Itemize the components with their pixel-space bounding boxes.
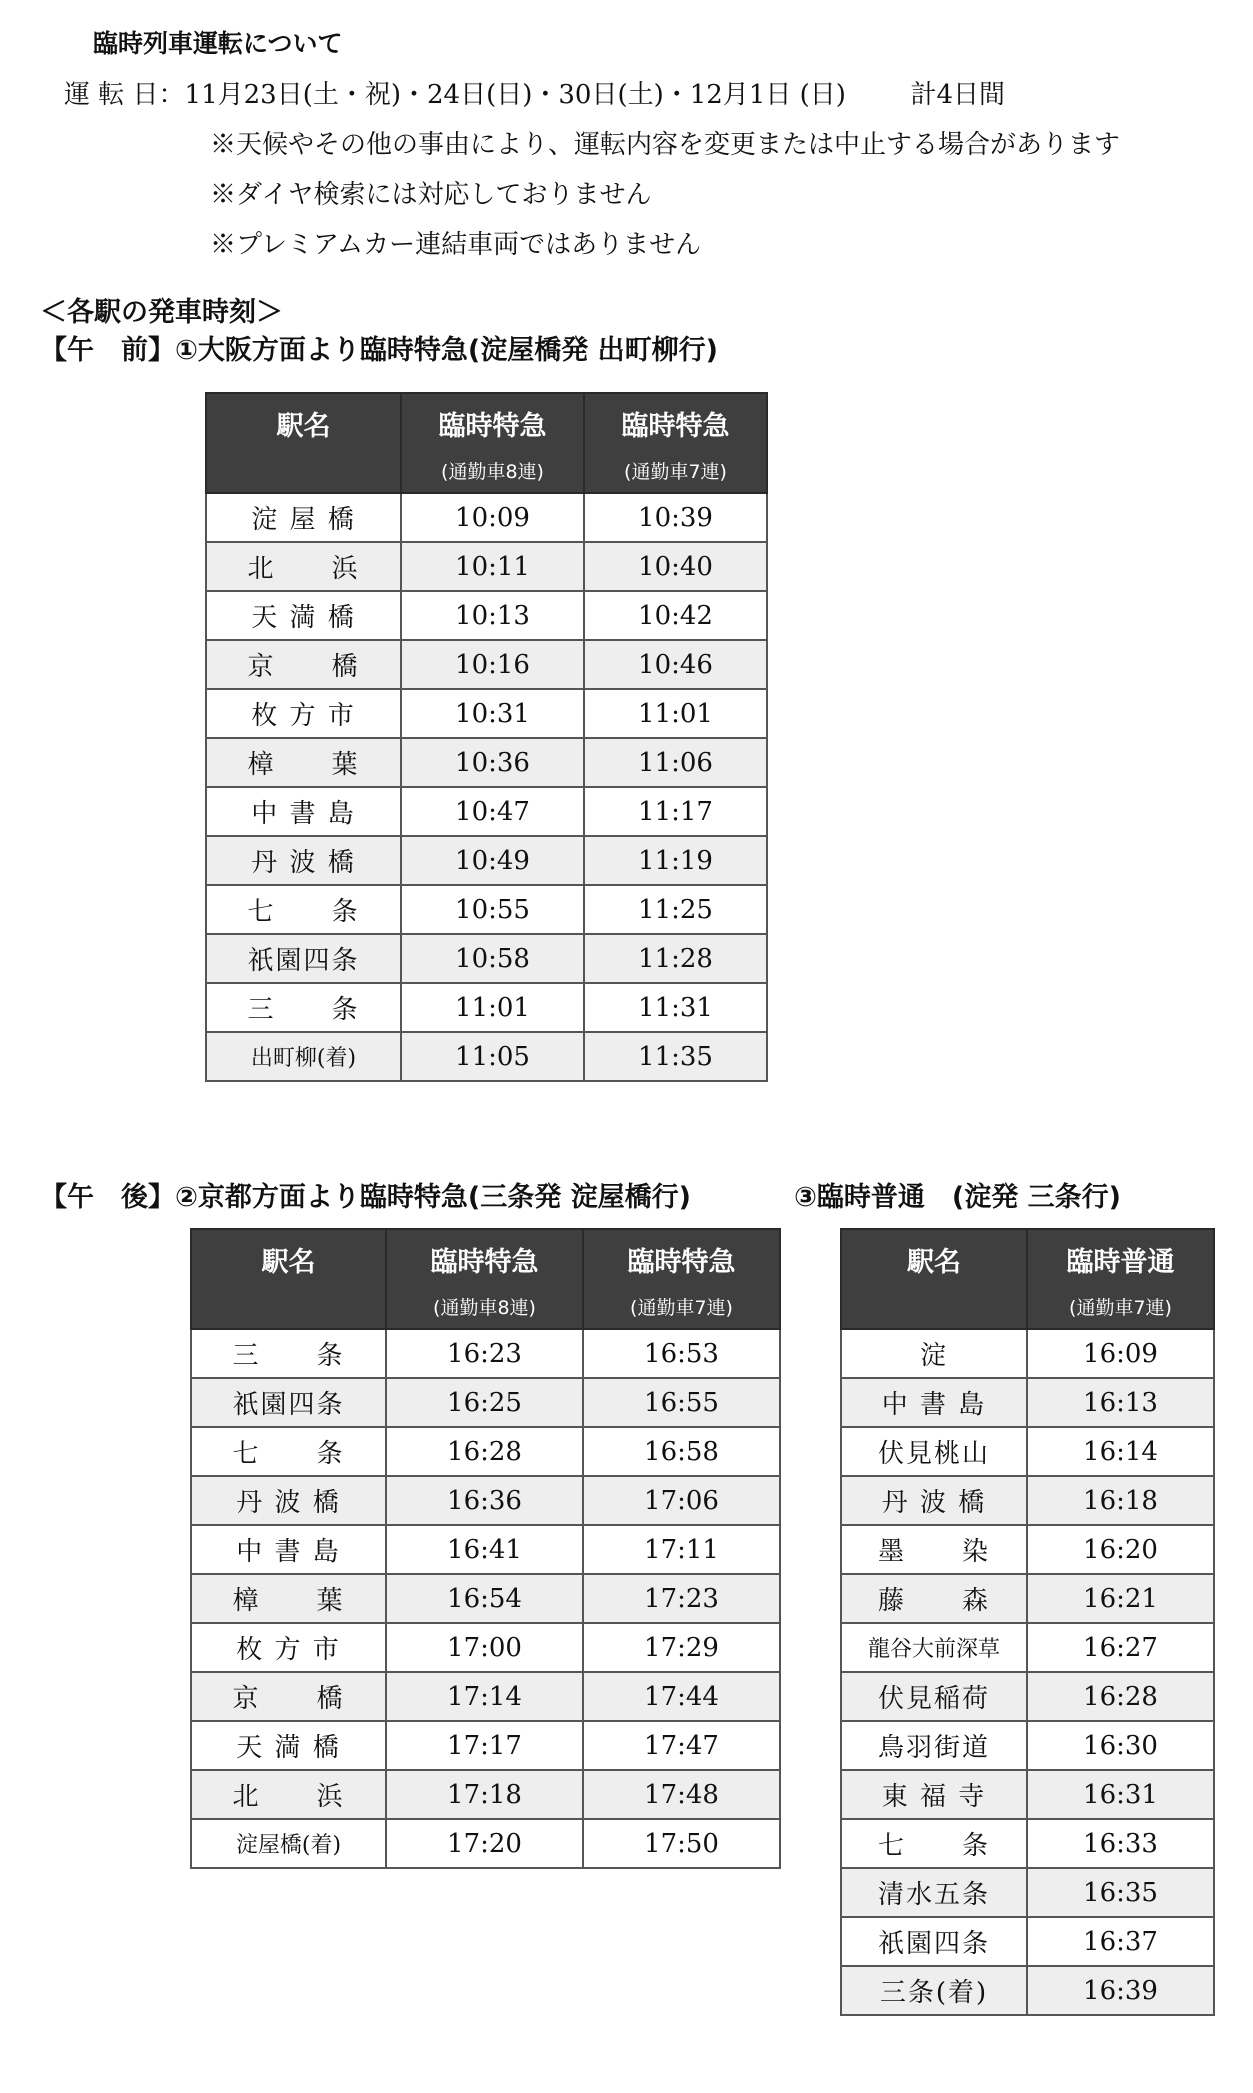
operation-days-line [64,74,1005,111]
table-row [841,1476,1214,1525]
station-name: 伏見桃山 [841,1427,1027,1476]
station-name: 丹 波 橋 [841,1476,1027,1525]
note-3: ※プレミアムカー連結車両ではありません [210,230,702,260]
station-name: 七 条 [191,1427,386,1476]
station-name: 三 条 [191,1329,386,1378]
departure-time: 11:28 [584,934,767,983]
table-row [841,1770,1214,1819]
station-name: 祇園四条 [191,1378,386,1427]
departure-time: 17:47 [583,1721,780,1770]
departure-time: 11:06 [584,738,767,787]
departure-time: 16:20 [1027,1525,1214,1574]
station-name: 丹 波 橋 [191,1476,386,1525]
table-row [191,1574,780,1623]
col-header-express-8: 臨時特急 (通勤車8連) [401,393,584,493]
table-row [206,640,767,689]
departure-time: 16:23 [386,1329,583,1378]
departure-time: 17:06 [583,1476,780,1525]
departure-time: 11:05 [401,1032,584,1081]
departure-time: 17:11 [583,1525,780,1574]
station-name: 丹 波 橋 [206,836,401,885]
col-header-local: 臨時普通 (通勤車7連) [1027,1229,1214,1329]
departure-time: 10:13 [401,591,584,640]
table-row [206,1032,767,1081]
col-header-station: 駅名 [191,1229,386,1329]
departure-time: 10:39 [584,493,767,542]
station-name: 京 橋 [191,1672,386,1721]
table-row [191,1378,780,1427]
station-name: 祇園四条 [206,934,401,983]
departure-time: 16:58 [583,1427,780,1476]
station-name: 天 満 橋 [191,1721,386,1770]
departure-time: 10:49 [401,836,584,885]
table-row [841,1868,1214,1917]
local-heading: ③臨時普通 (淀発 三条行) [794,1182,1121,1213]
departure-time: 10:09 [401,493,584,542]
col-header-express-8: 臨時特急 (通勤車8連) [386,1229,583,1329]
departure-time: 16:31 [1027,1770,1214,1819]
departure-time: 16:33 [1027,1819,1214,1868]
morning-heading: 【午 前】①大阪方面より臨時特急(淀屋橋発 出町柳行) [40,335,718,366]
station-name: 天 満 橋 [206,591,401,640]
afternoon-timetable [190,1228,781,1869]
morning-timetable [205,392,768,1082]
col-header-station: 駅名 [841,1229,1027,1329]
table-row [841,1966,1214,2015]
station-name: 淀 屋 橋 [206,493,401,542]
station-name: 中 書 島 [841,1378,1027,1427]
departure-time: 17:44 [583,1672,780,1721]
table-row [191,1623,780,1672]
departure-time: 11:01 [401,983,584,1032]
local-header-row [841,1229,1214,1329]
table-row [841,1623,1214,1672]
departure-time: 16:55 [583,1378,780,1427]
table-row [191,1721,780,1770]
table-row [841,1427,1214,1476]
col-header-express-7: 臨時特急 (通勤車7連) [583,1229,780,1329]
departure-time: 16:18 [1027,1476,1214,1525]
station-name: 樟 葉 [206,738,401,787]
table-row [206,787,767,836]
departure-time: 10:58 [401,934,584,983]
departure-time: 16:28 [1027,1672,1214,1721]
station-name: 樟 葉 [191,1574,386,1623]
table-row [841,1329,1214,1378]
table-row [841,1721,1214,1770]
departure-time: 17:00 [386,1623,583,1672]
table-row [841,1574,1214,1623]
morning-header-row [206,393,767,493]
station-name: 北 浜 [206,542,401,591]
departure-time: 16:36 [386,1476,583,1525]
table-row [191,1525,780,1574]
operation-days-value: 11月23日(土・祝)・24日(日)・30日(土)・12月1日 (日) [184,80,846,110]
departure-time: 11:19 [584,836,767,885]
table-row [206,689,767,738]
station-name: 藤 森 [841,1574,1027,1623]
departure-time: 16:37 [1027,1917,1214,1966]
departure-time: 16:09 [1027,1329,1214,1378]
col-header-station: 駅名 [206,393,401,493]
table-row [206,493,767,542]
departure-time: 11:35 [584,1032,767,1081]
departure-time: 17:29 [583,1623,780,1672]
departure-time: 17:20 [386,1819,583,1868]
station-name: 龍谷大前深草 [841,1623,1027,1672]
note-2: ※ダイヤ検索には対応しておりません [210,180,652,210]
station-name: 枚 方 市 [206,689,401,738]
departure-time: 16:14 [1027,1427,1214,1476]
station-name: 鳥羽街道 [841,1721,1027,1770]
departure-time: 16:21 [1027,1574,1214,1623]
station-name: 枚 方 市 [191,1623,386,1672]
departure-time: 16:25 [386,1378,583,1427]
departure-time: 16:13 [1027,1378,1214,1427]
table-row [206,836,767,885]
table-row [206,542,767,591]
station-name: 出町柳(着) [206,1032,401,1081]
table-row [841,1917,1214,1966]
table-row [191,1329,780,1378]
table-row [206,591,767,640]
table-row [841,1378,1214,1427]
departure-time: 16:28 [386,1427,583,1476]
section-title: ＜各駅の発車時刻＞ [40,297,283,328]
table-row [841,1525,1214,1574]
departure-time: 16:41 [386,1525,583,1574]
station-name: 七 条 [841,1819,1027,1868]
operation-days-total: 計4日間 [910,80,1005,110]
departure-time: 17:48 [583,1770,780,1819]
station-name: 北 浜 [191,1770,386,1819]
station-name: 清水五条 [841,1868,1027,1917]
table-row [191,1427,780,1476]
departure-time: 10:42 [584,591,767,640]
departure-time: 16:35 [1027,1868,1214,1917]
station-name: 中 書 島 [191,1525,386,1574]
departure-time: 10:36 [401,738,584,787]
departure-time: 17:23 [583,1574,780,1623]
table-row [841,1672,1214,1721]
afternoon-heading: 【午 後】②京都方面より臨時特急(三条発 淀屋橋行) [40,1182,691,1213]
departure-time: 16:53 [583,1329,780,1378]
departure-time: 10:40 [584,542,767,591]
departure-time: 16:27 [1027,1623,1214,1672]
departure-time: 11:31 [584,983,767,1032]
departure-time: 10:46 [584,640,767,689]
station-name: 祇園四条 [841,1917,1027,1966]
departure-time: 17:17 [386,1721,583,1770]
table-row [206,983,767,1032]
table-row [841,1819,1214,1868]
col-header-express-7: 臨時特急 (通勤車7連) [584,393,767,493]
departure-time: 16:39 [1027,1966,1214,2015]
table-row [206,885,767,934]
table-row [191,1476,780,1525]
table-row [206,738,767,787]
departure-time: 10:47 [401,787,584,836]
departure-time: 17:14 [386,1672,583,1721]
table-row [206,934,767,983]
table-row [191,1770,780,1819]
operation-days-label: 運 転 日： [64,80,185,110]
departure-time: 16:30 [1027,1721,1214,1770]
departure-time: 10:11 [401,542,584,591]
departure-time: 11:25 [584,885,767,934]
afternoon-header-row [191,1229,780,1329]
station-name: 東 福 寺 [841,1770,1027,1819]
departure-time: 11:17 [584,787,767,836]
page-title: 臨時列車運転について [93,29,343,58]
station-name: 三 条 [206,983,401,1032]
station-name: 淀 [841,1329,1027,1378]
departure-time: 17:18 [386,1770,583,1819]
departure-time: 10:16 [401,640,584,689]
station-name: 淀屋橋(着) [191,1819,386,1868]
table-row [191,1672,780,1721]
departure-time: 10:31 [401,689,584,738]
station-name: 中 書 島 [206,787,401,836]
station-name: 墨 染 [841,1525,1027,1574]
station-name: 三条(着) [841,1966,1027,2015]
departure-time: 11:01 [584,689,767,738]
station-name: 京 橋 [206,640,401,689]
departure-time: 17:50 [583,1819,780,1868]
departure-time: 10:55 [401,885,584,934]
table-row [191,1819,780,1868]
station-name: 七 条 [206,885,401,934]
note-1: ※天候やその他の事由により、運転内容を変更または中止する場合があります [210,130,1121,160]
local-timetable [840,1228,1215,2016]
station-name: 伏見稲荷 [841,1672,1027,1721]
departure-time: 16:54 [386,1574,583,1623]
